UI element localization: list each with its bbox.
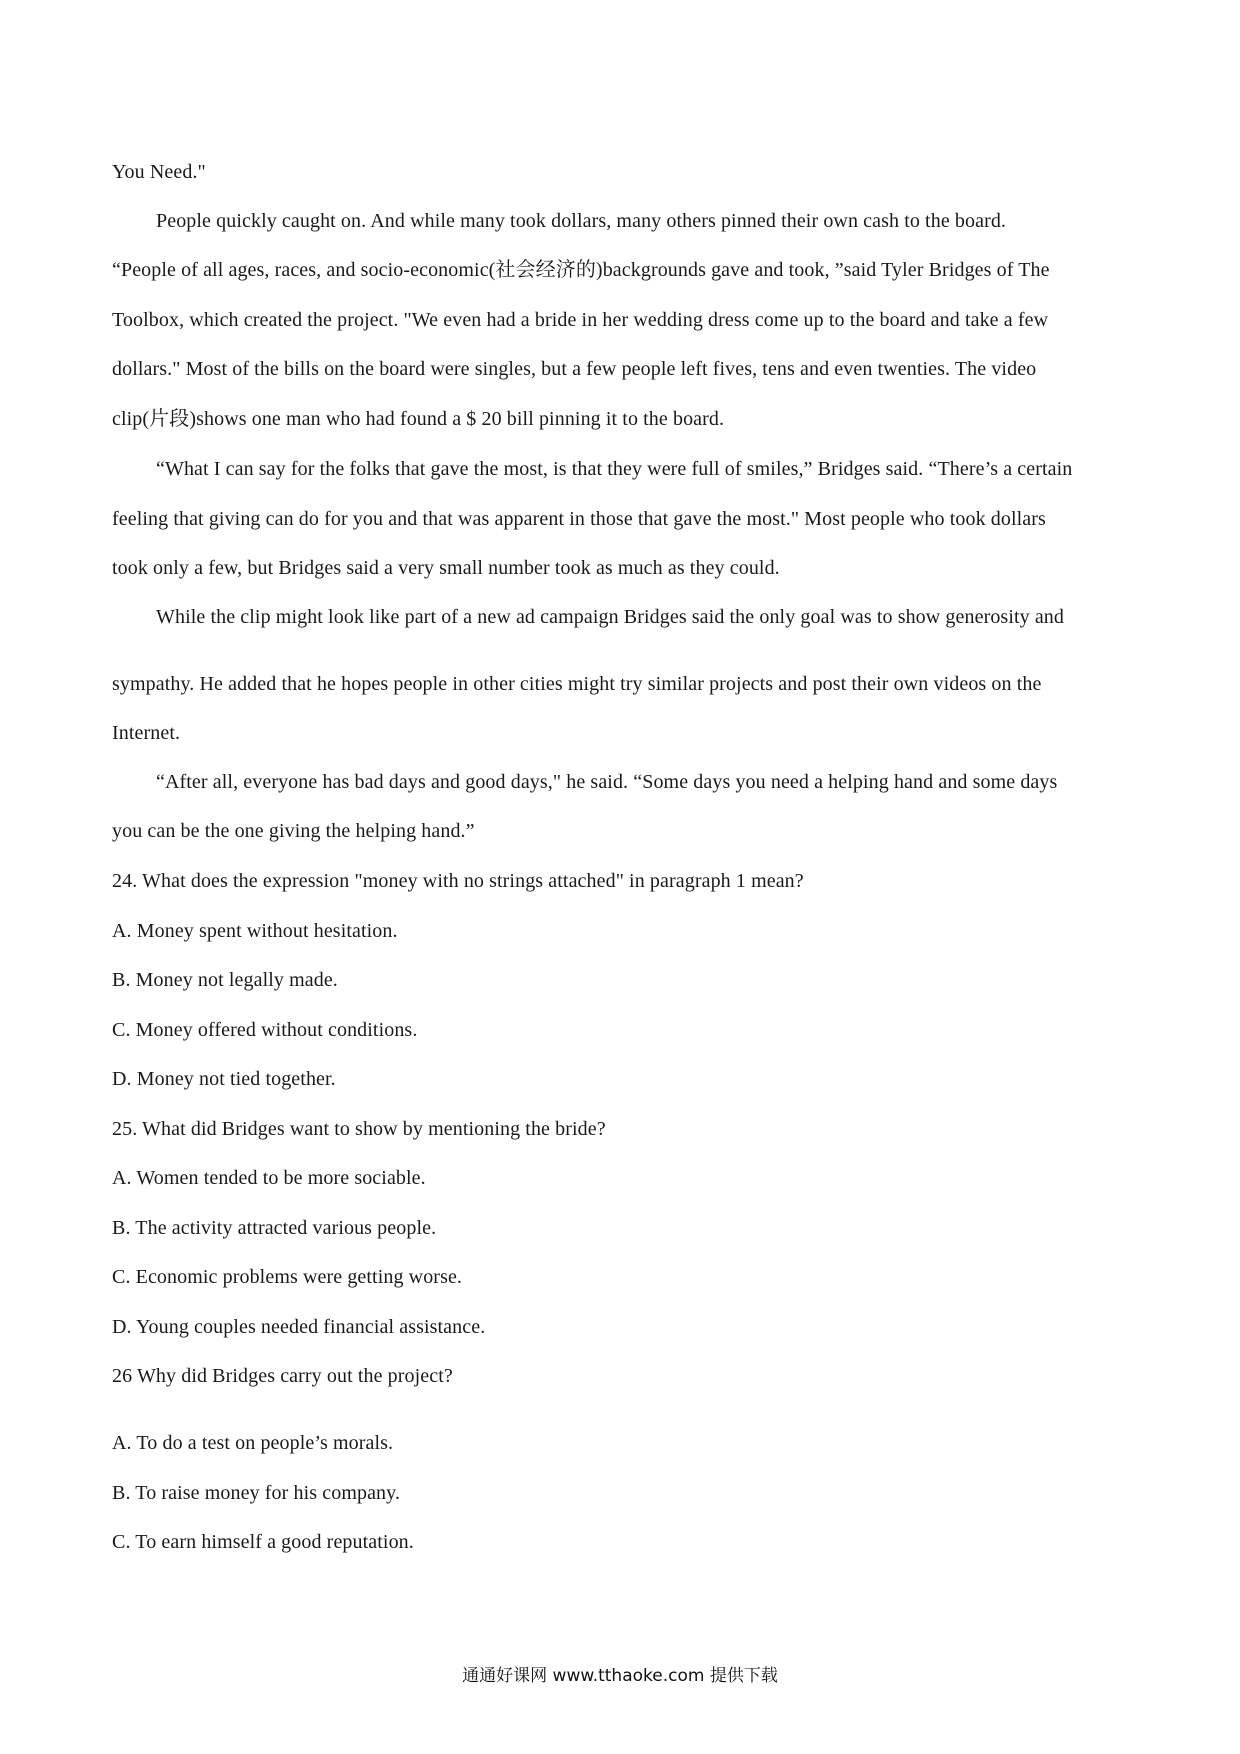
passage-line: dollars." Most of the bills on the board were singles, but a few people left fives, tens and even twenties. The video [112,358,1037,380]
passage-line: “People of all ages, races, and socio-economic(社会经济的)backgrounds gave and took, ”said Tyler Bridges of The [112,259,1050,281]
question-option: A. Women tended to be more sociable. [112,1167,426,1189]
passage-line: you can be the one giving the helping hand.” [112,820,475,842]
question-option: A. Money spent without hesitation. [112,920,398,942]
question-option: D. Money not tied together. [112,1068,336,1090]
passage-line: Toolbox, which created the project. "We even had a bride in her wedding dress come up to the board and take a few [112,309,1049,331]
question-option: B. The activity attracted various people. [112,1217,437,1239]
question-option: A. To do a test on people’s morals. [112,1432,394,1454]
passage-line: “After all, everyone has bad days and good days," he said. “Some days you need a helping hand and some days [156,771,1058,793]
passage-line: sympathy. He added that he hopes people in other cities might try similar projects and post their own videos on the [112,673,1042,695]
question-option: C. Money offered without conditions. [112,1019,418,1041]
question-option: C. Economic problems were getting worse. [112,1266,463,1288]
passage-line: You Need." [112,161,206,183]
passage-line: feeling that giving can do for you and that was apparent in those that gave the most." Most people who took dollars [112,508,1046,530]
question-stem: 25. What did Bridges want to show by mentioning the bride? [112,1118,606,1140]
question-option: C. To earn himself a good reputation. [112,1531,414,1553]
passage-line: “What I can say for the folks that gave the most, is that they were full of smiles,” Bridges said. “There’s a certain [156,458,1073,480]
passage-line: People quickly caught on. And while many took dollars, many others pinned their own cash to the board. [156,210,1007,232]
question-stem: 26 Why did Bridges carry out the project? [112,1365,453,1387]
question-option: B. To raise money for his company. [112,1482,401,1504]
passage-line: took only a few, but Bridges said a very small number took as much as they could. [112,557,780,579]
passage-line: Internet. [112,722,181,744]
passage-line: While the clip might look like part of a new ad campaign Bridges said the only goal was to show generosity and [156,606,1065,628]
question-option: D. Young couples needed financial assistance. [112,1316,486,1338]
passage-line: clip(片段)shows one man who had found a $ 20 bill pinning it to the board. [112,408,725,430]
question-stem: 24. What does the expression "money with no strings attached" in paragraph 1 mean? [112,870,804,892]
page-footer: 通通好课网 www.tthaoke.com 提供下载 [462,1666,778,1686]
question-option: B. Money not legally made. [112,969,338,991]
